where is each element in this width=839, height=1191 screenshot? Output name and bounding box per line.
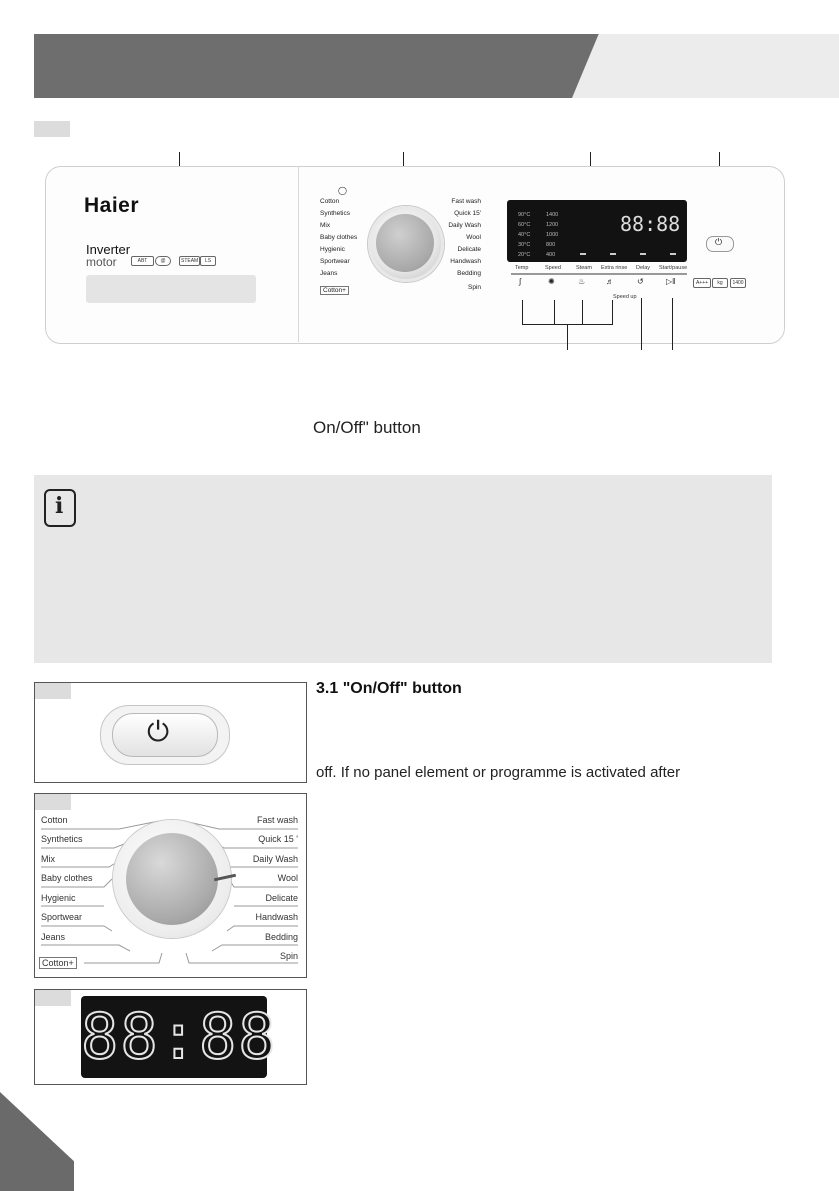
program-label: Daily Wash <box>448 222 481 229</box>
leader-line <box>672 298 673 350</box>
leader-line <box>522 300 523 324</box>
program-label: Quick 15' <box>454 210 481 217</box>
capacity-badge: kg <box>712 278 728 288</box>
page-corner <box>0 1092 74 1191</box>
speed-value: 800 <box>546 242 556 248</box>
info-box <box>34 475 772 663</box>
figure-tag <box>35 683 71 699</box>
header-bar <box>34 34 614 98</box>
abt-badge: ABT <box>131 256 154 266</box>
start-pause-icon[interactable]: ▷‖ <box>666 277 676 286</box>
leader-line <box>612 300 613 324</box>
speed-value: 1200 <box>546 222 559 228</box>
knob-center <box>376 214 434 272</box>
program-label: Spin <box>467 284 481 291</box>
rinse-icon[interactable]: ♬ <box>606 277 614 286</box>
speed-value: 1400 <box>546 212 559 218</box>
knob-center <box>126 833 218 925</box>
figure-tag <box>35 990 71 1006</box>
program-label: Sportwear <box>320 258 350 265</box>
section-title: 3.1 "On/Off" button <box>316 680 462 697</box>
info-glyph: i <box>55 493 64 519</box>
leader-line <box>641 298 642 350</box>
ls-badge: LS <box>200 256 216 266</box>
power-icon: ⏻ <box>147 716 170 747</box>
power-icon: ⏻ <box>715 237 723 247</box>
rpm-badge: 1400 <box>730 278 746 288</box>
care-badge: @ <box>155 256 171 266</box>
speed-value: 400 <box>546 252 556 258</box>
program-label: Cotton+ <box>39 957 77 969</box>
program-label: Delicate <box>265 893 298 903</box>
program-label: Mix <box>41 854 55 864</box>
temp-value: 60°C <box>518 222 531 228</box>
program-label: Handwash <box>255 912 298 922</box>
program-label: Baby clothes <box>41 873 93 883</box>
program-label: Bedding <box>457 270 481 277</box>
leader-line <box>567 324 568 350</box>
program-label: Cotton <box>320 198 340 205</box>
program-label: Wool <box>466 234 481 241</box>
brand-logo: Haier <box>84 194 140 217</box>
button-label: Extra rinse <box>601 265 628 271</box>
thermometer-icon[interactable]: ∫ <box>519 277 522 286</box>
program-label: Synthetics <box>320 210 350 217</box>
program-label: Mix <box>320 222 331 229</box>
program-label: Synthetics <box>41 834 83 844</box>
panel-divider <box>298 166 299 342</box>
program-label: Hygienic <box>320 246 345 253</box>
program-label: Daily Wash <box>252 854 298 864</box>
indicator-led <box>670 253 676 255</box>
button-label: Delay <box>636 265 651 271</box>
program-label: Spin <box>279 951 298 961</box>
detergent-drawer[interactable] <box>86 275 256 303</box>
time-digits: 88:88 <box>620 212 681 236</box>
caption-text: On/Off" button <box>313 418 421 437</box>
button-strip <box>511 273 687 275</box>
temp-value: 40°C <box>518 232 531 238</box>
inverter-label <box>86 243 130 269</box>
speed-up-label: Speed up <box>613 294 637 300</box>
temp-value: 90°C <box>518 212 531 218</box>
program-label: Cotton+ <box>320 286 349 295</box>
program-label: Hygienic <box>41 893 76 903</box>
program-label: Sportwear <box>41 912 83 922</box>
energy-badge: A+++ <box>693 278 711 288</box>
program-label: Baby clothes <box>320 234 358 241</box>
program-label: Handwash <box>450 258 481 265</box>
figure-tag <box>34 121 70 137</box>
leader-line <box>582 300 583 324</box>
indicator-led <box>640 253 646 255</box>
program-label: Jeans <box>320 270 338 277</box>
steam-badge: STEAM <box>181 258 199 264</box>
program-label: Bedding <box>264 932 298 942</box>
temp-value: 30°C <box>518 242 531 248</box>
motor-text: motor <box>86 255 117 269</box>
speed-value: 1000 <box>546 232 559 238</box>
temp-value: 20°C <box>518 252 531 258</box>
program-label: Jeans <box>41 932 66 942</box>
button-label: Speed <box>545 265 561 271</box>
body-text: off. If no panel element or programme is activated after <box>316 764 681 781</box>
program-label: Wool <box>277 873 298 883</box>
program-label: Quick 15 ' <box>258 834 298 844</box>
inverter-text: Inverter <box>86 242 131 257</box>
steam-icon[interactable]: ♨ <box>578 277 586 286</box>
spin-icon[interactable]: ✺ <box>548 277 555 286</box>
indicator-led <box>610 253 616 255</box>
leader-line <box>554 300 555 324</box>
indicator-led <box>580 253 586 255</box>
button-label: Steam <box>576 265 592 271</box>
program-label: Delicate <box>457 246 481 253</box>
delay-icon[interactable]: ↺ <box>637 277 644 286</box>
button-label: Temp <box>515 265 529 271</box>
shirt-icon: ◯ <box>338 186 347 195</box>
program-label: Fast wash <box>451 198 481 205</box>
program-label: Fast wash <box>256 815 298 825</box>
program-label: Cotton <box>41 815 68 825</box>
display-digits: 88:88 <box>81 1000 278 1073</box>
button-label: Start/pause <box>659 265 688 271</box>
header-tab <box>572 34 839 98</box>
